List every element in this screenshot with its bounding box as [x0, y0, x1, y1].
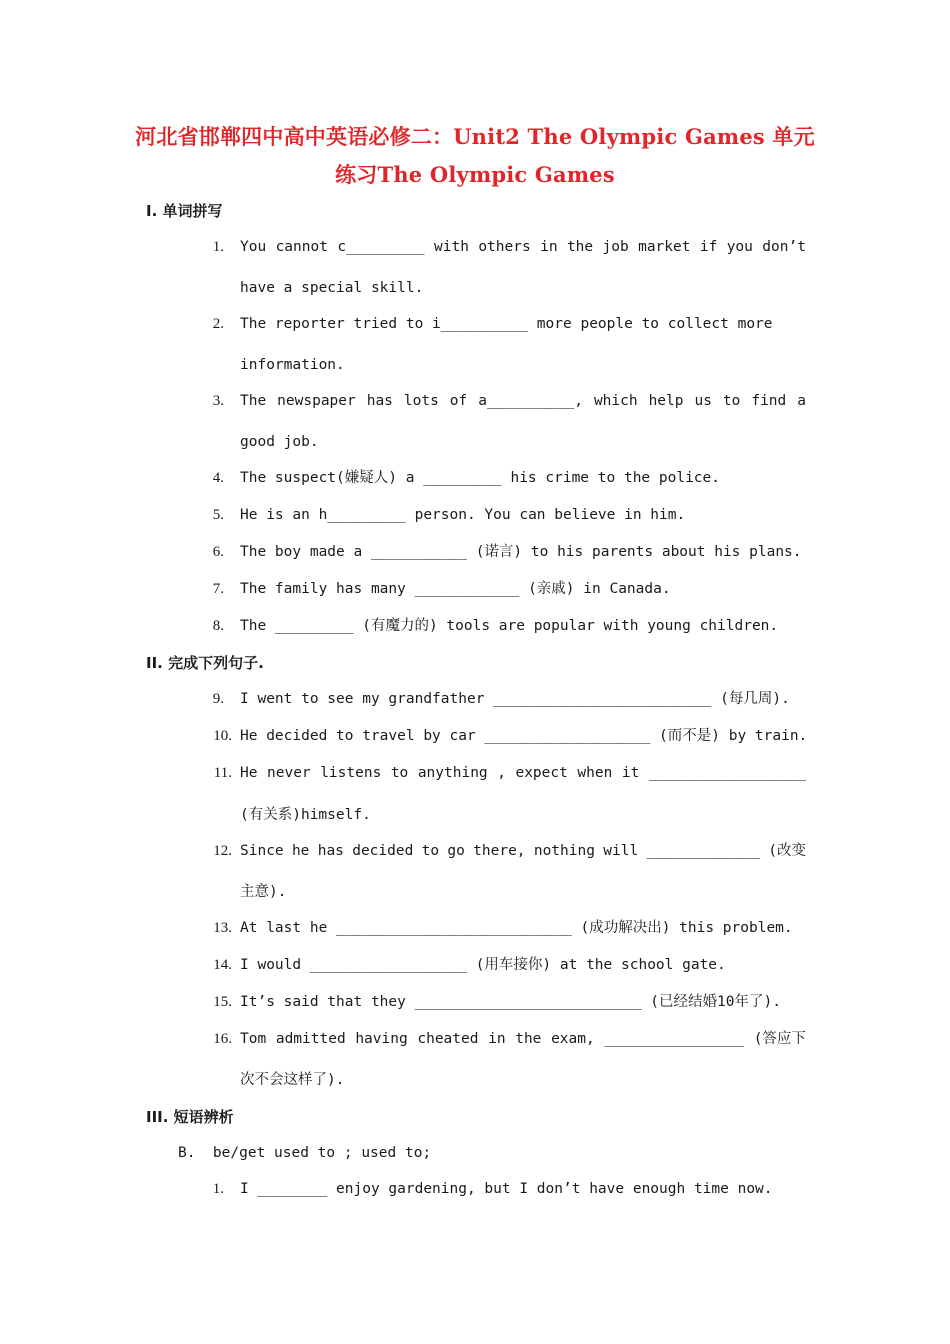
word: help [648, 393, 684, 409]
word: You [240, 239, 267, 255]
question-text-justified [240, 841, 806, 861]
word: admitted [275, 1031, 346, 1047]
question-number: 2. [212, 316, 224, 332]
word: cheated [417, 1031, 479, 1047]
question-number: 1. [212, 239, 224, 255]
question-text-cont: information. [240, 357, 345, 373]
question-number: 12. [213, 843, 232, 859]
word: job [602, 239, 629, 255]
question-text: He decided to travel by car ___________________ (而不是) by train. [240, 728, 808, 744]
question-text: I ________ enjoy gardening, but I don’t have enough time now. [240, 1181, 773, 1197]
question-number: 1. [212, 1181, 224, 1197]
word: the [515, 1031, 542, 1047]
question-text-cont: have a special skill. [240, 280, 424, 296]
word: anything [417, 765, 488, 781]
question-number: 7. [212, 581, 224, 597]
word: to [390, 765, 409, 781]
question-number: 3. [212, 393, 224, 409]
question-text: It’s said that they __________________________ (已经结婚10年了). [240, 994, 781, 1010]
question-text: The suspect(嫌疑人) a _________ his crime to the police. [240, 470, 720, 486]
question-number: 14. [213, 957, 232, 973]
answer-blank[interactable]: __________________ [648, 765, 806, 781]
question-text-cont: 主意). [240, 884, 287, 900]
word: , [497, 765, 506, 781]
word: has [366, 393, 393, 409]
word: expect [515, 765, 568, 781]
question-number: 4. [212, 470, 224, 486]
question-text-justified [240, 763, 806, 783]
word: (改变 [768, 843, 806, 859]
word: find [751, 393, 787, 409]
question-text: The family has many ____________ (亲戚) in Canada. [240, 581, 671, 597]
question-number: 10. [213, 728, 232, 744]
word: decided [352, 843, 414, 859]
word: He [240, 765, 258, 781]
question-number: 8. [212, 618, 224, 634]
word: exam, [551, 1031, 595, 1047]
answer-blank[interactable]: ________________ [604, 1031, 745, 1047]
word: nothing [533, 843, 595, 859]
word: will [603, 843, 639, 859]
word: Tom [240, 1031, 267, 1047]
question-number: 6. [212, 544, 224, 560]
word: lots [403, 393, 439, 409]
word: has [317, 843, 344, 859]
word: with [434, 239, 469, 255]
word: listens [320, 765, 382, 781]
question-text: The boy made a ___________ (诺言) to his parents about his plans. [240, 544, 802, 560]
section-heading-complete-sentences: II. 完成下列句子. [146, 654, 264, 672]
word: when [577, 765, 613, 781]
question-text-justified [240, 237, 806, 257]
question-text: I would __________________ (用车接你) at the school gate. [240, 957, 726, 973]
word: there, [473, 843, 526, 859]
word: to [421, 843, 440, 859]
word: he [291, 843, 310, 859]
word: in [488, 1031, 506, 1047]
question-number: 5. [212, 507, 224, 523]
word: don’t [762, 239, 806, 255]
question-text: I went to see my grandfather _________________________ (每几周). [240, 691, 790, 707]
word: The [240, 393, 267, 409]
word: never [267, 765, 311, 781]
question-number: 16. [213, 1031, 232, 1047]
word: us [694, 393, 712, 409]
question-text-cont: 次不会这样了). [240, 1072, 345, 1088]
word: in [540, 239, 558, 255]
question-number: 15. [213, 994, 232, 1010]
question-text-justified [240, 1029, 806, 1049]
section-heading-phrase-distinction: III. 短语辨析 [146, 1108, 234, 1126]
word: it [621, 765, 640, 781]
question-text: The reporter tried to i__________ more people to collect more [240, 316, 773, 332]
question-number: 9. [212, 691, 224, 707]
word: the [566, 239, 594, 255]
word: having [355, 1031, 408, 1047]
word: Since [240, 843, 284, 859]
question-number: 11. [213, 765, 232, 781]
question-text: At last he ___________________________ (成功解决出) this problem. [240, 920, 793, 936]
document-title-line1: 河北省邯郸四中高中英语必修二：Unit2 The Olympic Games 单元 [135, 124, 815, 149]
question-number: 13. [213, 920, 232, 936]
answer-blank[interactable]: c_________ [337, 239, 425, 255]
answer-blank[interactable]: a__________, [478, 393, 583, 409]
question-text: He is an h_________ person. You can believe in him. [240, 507, 686, 523]
word: of [449, 393, 468, 409]
word: cannot [275, 239, 328, 255]
word: others [478, 239, 531, 255]
word: a [797, 393, 806, 409]
word: to [722, 393, 741, 409]
question-text: The _________ (有魔力的) tools are popular with young children. [240, 618, 779, 634]
section-heading-spelling: I. 单词拼写 [146, 202, 223, 220]
question-text-cont: good job. [240, 434, 319, 450]
phrase-group-label: B. be/get used to ; used to; [178, 1145, 432, 1161]
question-text-justified [240, 391, 806, 411]
word: go [447, 843, 465, 859]
answer-blank[interactable]: _____________ [646, 843, 760, 859]
word: you [726, 239, 753, 255]
word: market [638, 239, 691, 255]
word: which [593, 393, 638, 409]
document-title-line2: 练习The Olympic Games [335, 162, 615, 187]
question-text-cont: (有关系)himself. [240, 807, 371, 823]
word: newspaper [277, 393, 356, 409]
word: (答应下 [753, 1031, 806, 1047]
word: if [699, 239, 718, 255]
